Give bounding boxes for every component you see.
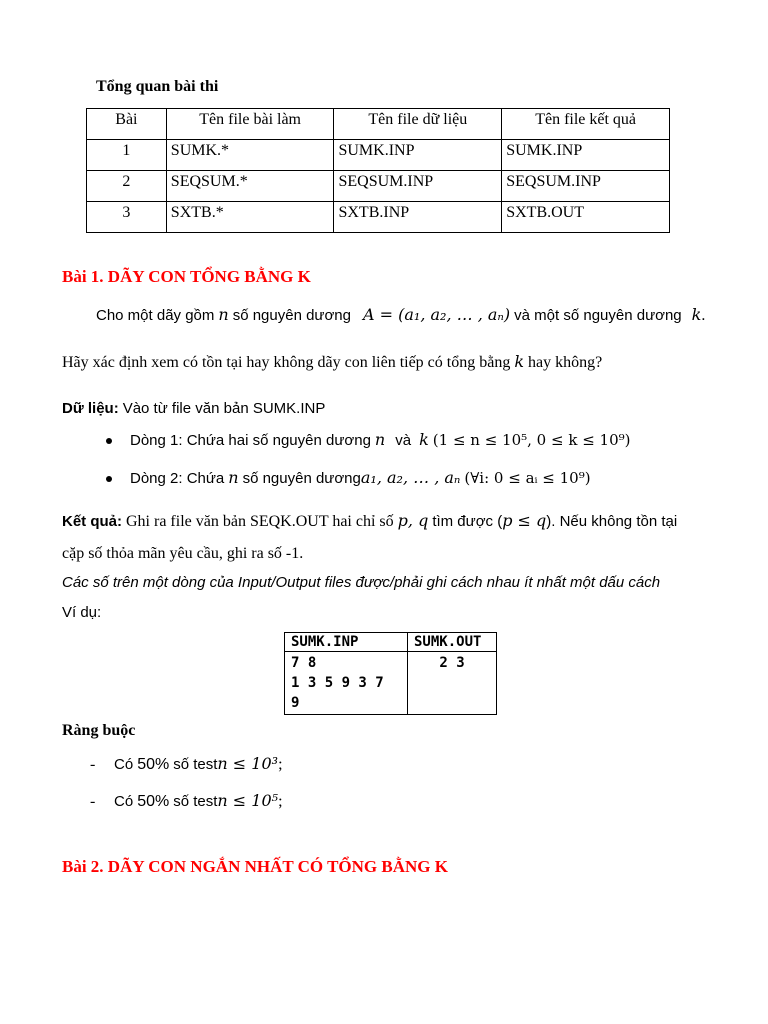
io-note: Các số trên một dòng của Input/Output files được/phải ghi cách nhau ít nhất một dấu cách [62, 574, 661, 591]
bullet-icon [106, 476, 112, 482]
statement-end: . [701, 307, 706, 324]
example-label: Ví dụ: [62, 604, 102, 621]
input-line-text: và [395, 432, 412, 449]
output-text: Ghi ra file văn bản SEQK.OUT hai chỉ số [126, 513, 394, 530]
table-cell: SXTB.OUT [502, 202, 670, 233]
table-cell: SXTB.INP [334, 202, 502, 233]
example-output-cell [408, 652, 497, 715]
output-text: tìm được ( [432, 513, 503, 530]
math-sequence: a₁, a₂, … , aₙ [360, 468, 461, 487]
math-sequence-A: A = (a₁, a₂, … , aₙ) [363, 305, 511, 324]
statement-text: số nguyên dương [232, 307, 351, 324]
constraint-text: số test [173, 756, 218, 773]
example-output-line: 2 3 [439, 655, 465, 671]
math-n: n [228, 468, 239, 487]
math-pq: p, q [397, 511, 429, 530]
question-text: hay không? [528, 354, 603, 371]
table-cell: 3 [87, 202, 167, 233]
header-cell: Tên file kết quả [502, 109, 670, 140]
example-table [284, 632, 497, 715]
math-k: k [691, 305, 702, 324]
constraint-item [90, 754, 283, 774]
output-section [62, 511, 677, 531]
constraint-end: ; [278, 793, 283, 810]
dash: - [90, 756, 96, 773]
overview-table [86, 108, 670, 233]
problem-1-question [62, 352, 602, 372]
table-row [87, 171, 670, 202]
constraint-percent: 50% [137, 756, 170, 773]
example-data-row [285, 652, 497, 715]
constraints-label: Ràng buộc [62, 722, 136, 739]
example-input-cell [285, 652, 408, 715]
constraint-text: Có [114, 756, 134, 773]
table-cell: SEQSUM.* [166, 171, 334, 202]
problem-2-title: Bài 2. DÃY CON NGẮN NHẤT CÓ TỔNG BẰNG K [62, 857, 448, 876]
constraint-end: ; [278, 756, 283, 773]
table-cell: SUMK.INP [334, 140, 502, 171]
statement-text: Cho một dãy gồm [96, 307, 215, 324]
output-label: Kết quả: [62, 513, 122, 530]
header-cell: Bài [87, 109, 167, 140]
example-input-line: 9 [291, 695, 300, 711]
math-n: n [374, 430, 386, 449]
math-condition: (1 ≤ n ≤ 10⁵, 0 ≤ k ≤ 10⁹) [432, 431, 631, 449]
table-header-row [87, 109, 670, 140]
example-input-line: 1 3 5 9 3 7 [291, 675, 384, 691]
input-line-2 [106, 468, 591, 488]
input-label: Dữ liệu: [62, 400, 119, 417]
constraint-item [90, 791, 283, 811]
problem-1-statement [96, 305, 705, 325]
input-line-text: số nguyên dương [242, 470, 361, 487]
question-text: Hãy xác định xem có tồn tại hay không dãy con liên tiếp có tổng bằng [62, 354, 511, 371]
constraint-percent: 50% [137, 793, 170, 810]
table-row [87, 140, 670, 171]
input-line-1 [106, 430, 630, 450]
math-n: n [218, 305, 229, 324]
table-cell: SEQSUM.INP [502, 171, 670, 202]
table-cell: SXTB.* [166, 202, 334, 233]
constraint-text: Có [114, 793, 134, 810]
input-line-text: Dòng 2: Chứa [130, 470, 225, 487]
math-condition: p ≤ q [502, 511, 547, 530]
overview-title: Tổng quan bài thi [96, 78, 219, 95]
dash: - [90, 793, 96, 810]
input-section [62, 400, 325, 418]
table-cell: SUMK.* [166, 140, 334, 171]
output-line-2: cặp số thỏa mãn yêu cầu, ghi ra số -1. [62, 545, 304, 562]
table-row [87, 202, 670, 233]
statement-text: và một số nguyên dương [514, 307, 682, 324]
math-k: k [419, 430, 429, 449]
math-condition: n ≤ 10³ [217, 754, 279, 773]
input-line-text: Dòng 1: Chứa hai số nguyên dương [130, 432, 371, 449]
table-cell: 1 [87, 140, 167, 171]
math-condition: n ≤ 10⁵ [217, 791, 279, 810]
input-text: Vào từ file văn bản SUMK.INP [122, 400, 326, 417]
example-header-row [285, 633, 497, 652]
example-input-line: 7 8 [291, 655, 317, 671]
header-cell: Tên file bài làm [166, 109, 334, 140]
math-condition: (∀i: 0 ≤ aᵢ ≤ 10⁹) [464, 469, 591, 487]
table-cell: 2 [87, 171, 167, 202]
constraint-text: số test [173, 793, 218, 810]
header-cell: Tên file dữ liệu [334, 109, 502, 140]
example-header: SUMK.OUT [408, 633, 497, 652]
example-header: SUMK.INP [285, 633, 408, 652]
math-k: k [514, 352, 525, 371]
table-cell: SUMK.INP [502, 140, 670, 171]
bullet-icon [106, 438, 112, 444]
output-text: ). Nếu không tồn tại [546, 513, 678, 530]
table-cell: SEQSUM.INP [334, 171, 502, 202]
problem-1-title: Bài 1. DÃY CON TỔNG BẰNG K [62, 267, 311, 286]
